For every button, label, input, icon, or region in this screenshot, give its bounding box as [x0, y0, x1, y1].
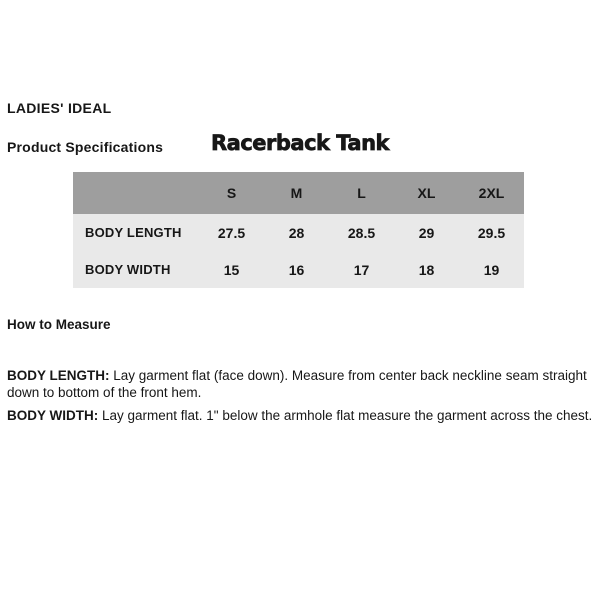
- instruction-text: Lay garment flat (face down). Measure from center back neckline seam straight down to bottom of the front hem.: [7, 367, 587, 400]
- instruction-term: BODY WIDTH:: [7, 407, 99, 423]
- section-label: Product Specifications: [7, 139, 164, 155]
- size-column-header-m: M: [290, 185, 303, 201]
- row-label: BODY LENGTH: [85, 225, 182, 240]
- product-title: Racerback Tank: [210, 131, 390, 155]
- size-value-cell: 29: [418, 224, 435, 241]
- size-chart-body: [73, 214, 524, 288]
- instruction-term: BODY LENGTH:: [7, 367, 110, 383]
- measure-instruction-body-length: [7, 367, 595, 402]
- size-value-cell: 19: [483, 261, 500, 278]
- size-value-cell: 28.5: [347, 224, 376, 241]
- size-value-cell: 16: [288, 261, 305, 278]
- size-value-cell: 28: [288, 224, 305, 241]
- size-value-cell: 29.5: [477, 224, 506, 241]
- size-column-header-2xl: 2XL: [478, 185, 505, 201]
- size-chart-table: [73, 172, 524, 288]
- brand-name: LADIES' IDEAL: [7, 100, 112, 116]
- size-column-header-l: L: [357, 185, 366, 201]
- size-column-header-s: S: [226, 185, 237, 201]
- size-chart-header-row: [73, 172, 524, 214]
- instruction-text: Lay garment flat. 1" below the armhole flat measure the garment across the chest.: [98, 407, 593, 423]
- measure-instruction-body-width: [7, 407, 595, 425]
- size-column-header-xl: XL: [417, 185, 436, 201]
- size-value-cell: 17: [353, 261, 370, 278]
- size-value-cell: 15: [223, 261, 240, 278]
- size-value-cell: 18: [418, 261, 435, 278]
- table-row-body-length: [73, 214, 524, 251]
- row-label: BODY WIDTH: [85, 262, 171, 277]
- table-row-body-width: [73, 251, 524, 288]
- size-value-cell: 27.5: [217, 224, 246, 241]
- how-to-measure-heading: How to Measure: [7, 317, 111, 332]
